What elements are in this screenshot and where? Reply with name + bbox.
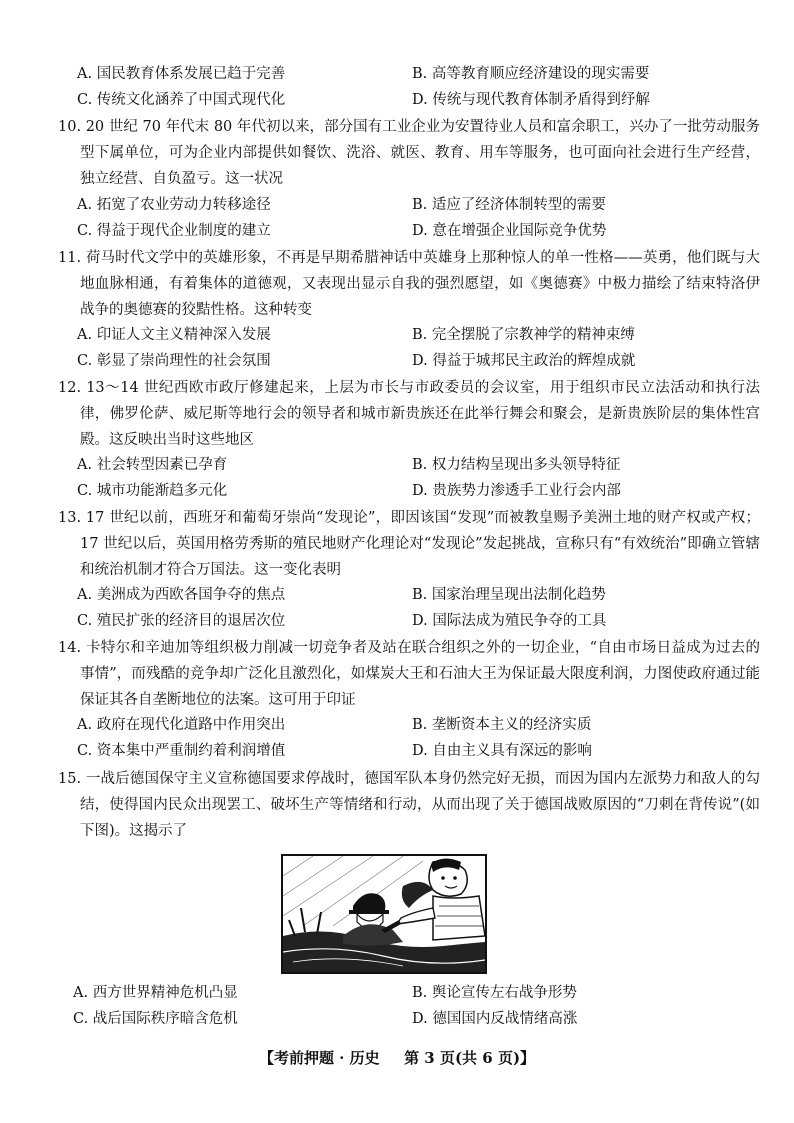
q13-option-b: B. 国家治理呈现出法制化趋势 — [412, 587, 606, 603]
q15-options-row-2 — [0, 1006, 794, 1032]
footer-page-number: 第 3 页(共 6 页)】 — [404, 1049, 536, 1067]
q12-option-c: C. 城市功能渐趋多元化 — [77, 483, 228, 499]
q9-option-d: D. 传统与现代教育体制矛盾得到纾解 — [412, 92, 650, 108]
q13-options-row-1 — [0, 582, 794, 608]
q13-options-row-2 — [0, 608, 794, 634]
q13-stem: 13. 17 世纪以前，西班牙和葡萄牙崇尚“发现论”，即因该国“发现”而被教皇赐予美洲土地的财产权或产权；17 世纪以后，英国用格劳秀斯的殖民地财产化理论对“发现论”发起挑战，宣称只有“有效统治”即确立管辖和统治机制才符合万国法。这一变化表明 — [58, 510, 760, 579]
q12-option-a: A. 社会转型因素已孕育 — [77, 457, 228, 473]
q15-stem: 15. 一战后德国保守主义宣称德国要求停战时，德国军队本身仍然完好无损，而因为国内左派势力和敌人的勾结，使得国内民众出现罢工、破坏生产等情绪和行动，从而出现了关于德国战败原因的“刀刺在背传说”(如下图)。这揭示了 — [58, 771, 760, 840]
q10-option-c: C. 得益于现代企业制度的建立 — [77, 223, 271, 239]
footer-label: 【考前押题 · 历史 — [258, 1049, 380, 1067]
q14-option-d: D. 自由主义具有深远的影响 — [412, 743, 592, 759]
q11-stem: 11. 荷马时代文学中的英雄形象，不再是早期希腊神话中英雄身上那种惊人的单一性格——英勇，他们既与大地血脉相通，有着集体的道德观，又表现出显示自我的强烈愿望，如《奥德赛》中极力描绘了结束特洛伊战争的奥德赛的狡黠性格。这种转变 — [58, 250, 760, 319]
q14-option-b: B. 垄断资本主义的经济实质 — [412, 717, 592, 733]
q10-options-row-2 — [0, 218, 794, 244]
q9-option-a: A. 国民教育体系发展已趋于完善 — [77, 66, 286, 82]
cartoon-illustration — [283, 856, 485, 972]
q11-option-b: B. 完全摆脱了宗教神学的精神束缚 — [412, 327, 635, 343]
q15-option-c: C. 战后国际秩序暗含危机 — [73, 1011, 238, 1027]
q11-option-c: C. 彰显了崇尚理性的社会氛围 — [77, 353, 271, 369]
q11-option-a: A. 印证人文主义精神深入发展 — [77, 327, 271, 343]
q15-option-a: A. 西方世界精神危机凸显 — [73, 985, 238, 1001]
q10-option-b: B. 适应了经济体制转型的需要 — [412, 197, 606, 213]
q10-stem: 10. 20 世纪 70 年代末 80 年代初以来，部分国有工业企业为安置待业人员和富余职工，兴办了一批劳动服务型下属单位，可为企业内部提供如餐饮、洗浴、就医、教育、用车等服务，也可面向社会进行生产经营，独立经营、自负盈亏。这一状况 — [58, 119, 760, 188]
q9-option-c: C. 传统文化涵养了中国式现代化 — [77, 92, 286, 108]
q12-option-d: D. 贵族势力渗透手工业行会内部 — [412, 483, 621, 499]
q12-stem: 12. 13～14 世纪西欧市政厅修建起来，上层为市长与市政委员的会议室，用于组织市民立法活动和执行法律，佛罗伦萨、威尼斯等地行会的领导者和城市新贵族还在此举行舞会和聚会，是新贵族阶层的集体性宫殿。这反映出当时这些地区 — [58, 380, 760, 449]
q14-options-row-2 — [0, 738, 794, 764]
q9-options-row-2 — [0, 87, 794, 113]
q13-option-d: D. 国际法成为殖民争夺的工具 — [412, 613, 607, 629]
q14-option-c: C. 资本集中严重制约着利润增值 — [77, 743, 286, 759]
q15-option-b: B. 舆论宣传左右战争形势 — [412, 985, 577, 1001]
q14-stem: 14. 卡特尔和辛迪加等组织极力削减一切竞争者及站在联合组织之外的一切企业，“自由市场日益成为过去的事情”，而残酷的竞争却广泛化且激烈化，如煤炭大王和石油大王为保证最大限度利润，力图使政府通过能保证其各自垄断地位的法案。这可用于印证 — [58, 640, 760, 709]
q13-option-a: A. 美洲成为西欧各国争夺的焦点 — [77, 587, 286, 603]
q11-options-row-2 — [0, 348, 794, 374]
q10-option-d: D. 意在增强企业国际竞争优势 — [412, 223, 607, 239]
q9-options-row-1 — [0, 61, 794, 87]
q12-options-row-2 — [0, 478, 794, 504]
q11-option-d: D. 得益于城邦民主政治的辉煌成就 — [412, 353, 636, 369]
q10-options-row-1 — [0, 192, 794, 218]
q12-option-b: B. 权力结构呈现出多头领导特征 — [412, 457, 621, 473]
q10-option-a: A. 拓宽了农业劳动力转移途径 — [77, 197, 271, 213]
q14-option-a: A. 政府在现代化道路中作用突出 — [77, 717, 286, 733]
page-footer — [0, 1046, 794, 1070]
q12-options-row-1 — [0, 452, 794, 478]
q15-option-d: D. 德国国内反战情绪高涨 — [412, 1011, 578, 1027]
q14-options-row-1 — [0, 712, 794, 738]
q15-options-row-1 — [0, 980, 794, 1006]
q13-option-c: C. 殖民扩张的经济目的退居次位 — [77, 613, 286, 629]
q11-options-row-1 — [0, 322, 794, 348]
stab-in-back-cartoon — [281, 854, 487, 974]
q9-option-b: B. 高等教育顺应经济建设的现实需要 — [412, 66, 650, 82]
